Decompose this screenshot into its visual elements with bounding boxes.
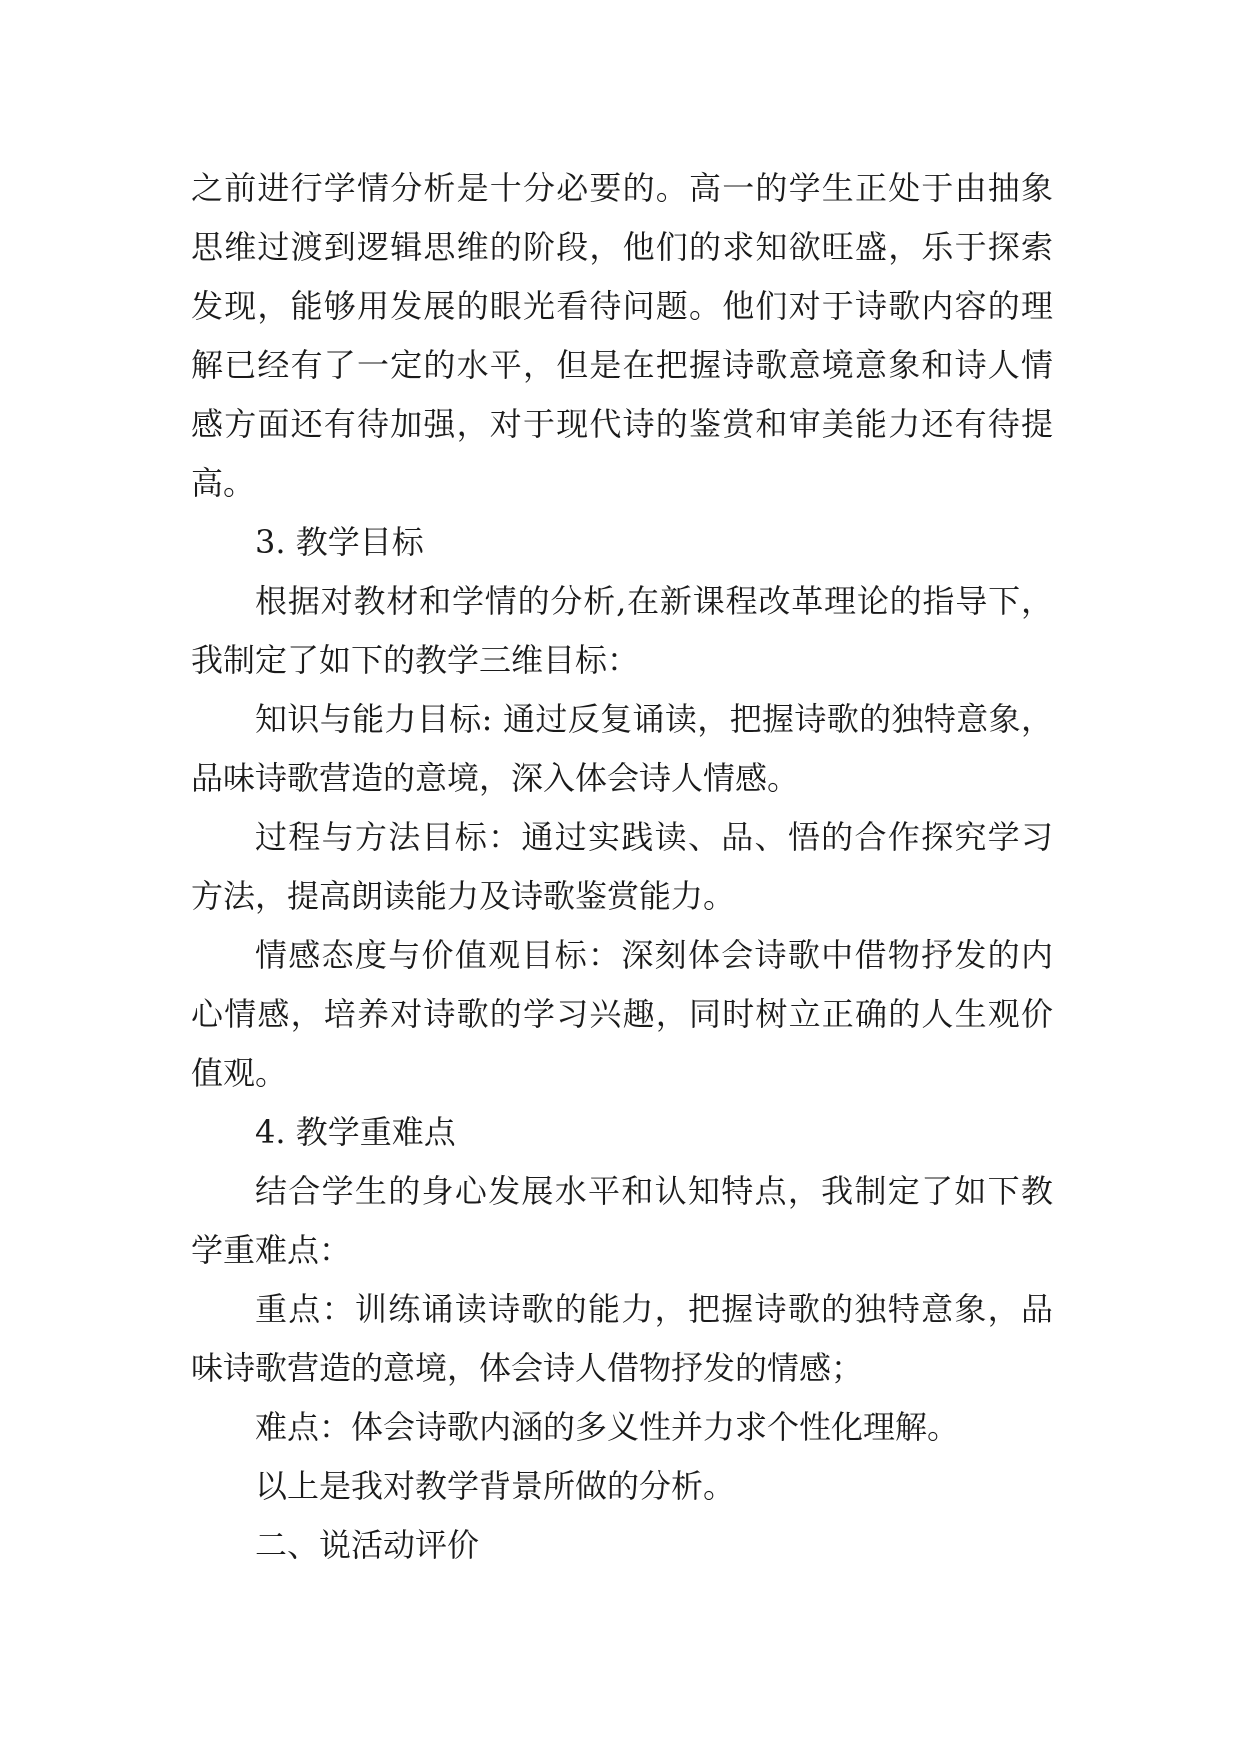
text-line: 学重难点： bbox=[191, 1231, 352, 1269]
text-line: 味诗歌营造的意境，体会诗人借物抒发的情感； bbox=[191, 1349, 864, 1387]
text-line: 难点：体会诗歌内涵的多义性并力求个性化理解。 bbox=[255, 1408, 960, 1446]
text-line: 方法，提高朗读能力及诗歌鉴赏能力。 bbox=[191, 877, 736, 915]
section-heading: 二、说活动评价 bbox=[255, 1526, 480, 1564]
text-line: 感方面还有待加强，对于现代诗的鉴赏和审美能力还有待提 bbox=[191, 405, 1053, 443]
text-line: 品味诗歌营造的意境，深入体会诗人情感。 bbox=[191, 759, 800, 797]
text-line: 知识与能力目标: 通过反复诵读，把握诗歌的独特意象， bbox=[255, 700, 1053, 738]
text-line: 心情感，培养对诗歌的学习兴趣，同时树立正确的人生观价 bbox=[191, 995, 1053, 1033]
text-line: 之前进行学情分析是十分必要的。高一的学生正处于由抽象 bbox=[191, 169, 1053, 207]
text-line: 值观。 bbox=[191, 1054, 288, 1092]
text-line: 高。 bbox=[191, 464, 256, 502]
text-line: 解已经有了一定的水平，但是在把握诗歌意境意象和诗人情 bbox=[191, 346, 1053, 384]
text-line: 过程与方法目标：通过实践读、品、悟的合作探究学习 bbox=[255, 818, 1053, 856]
text-line: 结合学生的身心发展水平和认知特点，我制定了如下教 bbox=[255, 1172, 1053, 1210]
section-heading: 4. 教学重难点 bbox=[255, 1113, 456, 1151]
text-line: 情感态度与价值观目标：深刻体会诗歌中借物抒发的内 bbox=[255, 936, 1053, 974]
text-line: 以上是我对教学背景所做的分析。 bbox=[255, 1467, 736, 1505]
text-line: 根据对教材和学情的分析,在新课程改革理论的指导下， bbox=[255, 582, 1053, 620]
text-line: 发现，能够用发展的眼光看待问题。他们对于诗歌内容的理 bbox=[191, 287, 1053, 325]
text-line: 思维过渡到逻辑思维的阶段，他们的求知欲旺盛，乐于探索 bbox=[191, 228, 1053, 266]
section-heading: 3. 教学目标 bbox=[255, 523, 424, 561]
text-line: 我制定了如下的教学三维目标： bbox=[191, 641, 640, 679]
text-line: 重点：训练诵读诗歌的能力，把握诗歌的独特意象，品 bbox=[255, 1290, 1053, 1328]
